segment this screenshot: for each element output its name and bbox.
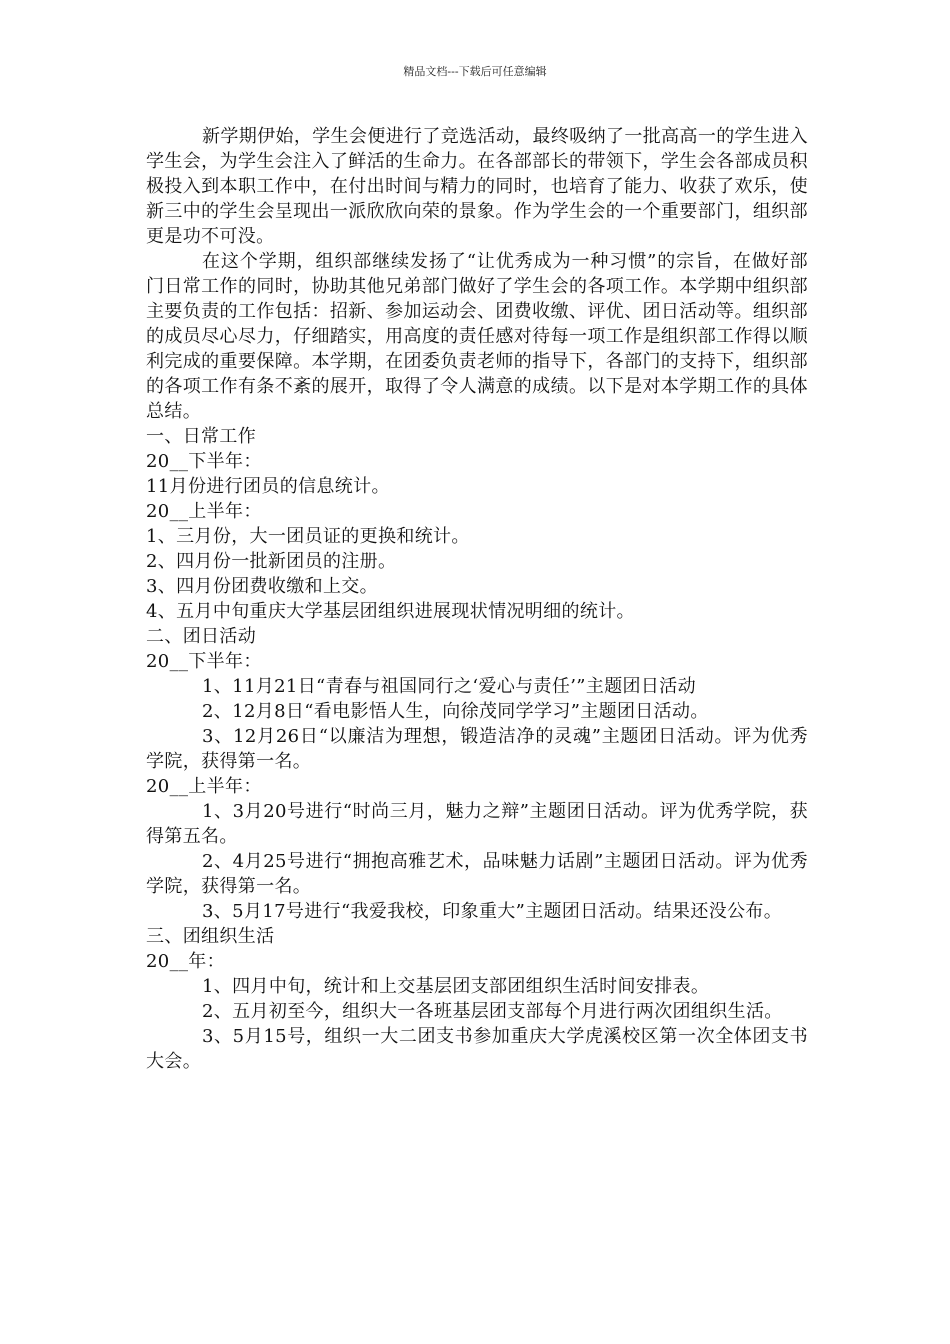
list-item: 2、五月初至今，组织大一各班基层团支部每个月进行两次团组织生活。 [202, 1001, 783, 1022]
document-body [146, 124, 808, 1074]
period-label: 20__年： [146, 951, 226, 972]
list-item: 2、12月8日“看电影悟人生，向徐茂同学学习”主题团日活动。 [202, 701, 709, 722]
period-label: 20__上半年： [146, 776, 262, 797]
paragraph-semester-summary: 在这个学期，组织部继续发扬了“让优秀成为一种习惯”的宗旨，在做好部门日常工作的同时，协助其他兄弟部门做好了学生会的各项工作。本学期中组织部主要负责的工作包括：招新、参加运动会、团费收缴、评优、团日活动等。组织部的成员尽心尽力，仔细踏实，用高度的责任感对待每一项工作是组织部工作得以顺利完成的重要保障。本学期，在团委负责老师的指导下，各部门的支持下，组织部的各项工作有条不紊的展开，取得了令人满意的成绩。以下是对本学期工作的具体总结。 [146, 251, 808, 422]
list-item: 2、4月25号进行“拥抱高雅艺术，品味魅力话剧”主题团日活动。评为优秀学院，获得第一名。 [146, 851, 808, 897]
list-item: 3、四月份团费收缴和上交。 [146, 576, 379, 597]
period-label: 20__下半年： [146, 451, 262, 472]
list-item: 3、5月17号进行“我爱我校，印象重大”主题团日活动。结果还没公布。 [202, 901, 783, 922]
section-heading-org-life: 三、团组织生活 [146, 926, 275, 947]
period-label: 20__下半年： [146, 651, 262, 672]
list-item: 1、三月份，大一团员证的更换和统计。 [146, 526, 470, 547]
list-item: 11月份进行团员的信息统计。 [146, 476, 390, 497]
period-label: 20__上半年： [146, 501, 262, 522]
list-item: 1、四月中旬，统计和上交基层团支部团组织生活时间安排表。 [202, 976, 710, 997]
paragraph-intro: 新学期伊始，学生会便进行了竞选活动，最终吸纳了一批高高一的学生进入学生会，为学生会注入了鲜活的生命力。在各部部长的带领下，学生会各部成员积极投入到本职工作中，在付出时间与精力的同时，也培育了能力、收获了欢乐，使新三中的学生会呈现出一派欣欣向荣的景象。作为学生会的一个重要部门，组织部更是功不可没。 [146, 126, 808, 247]
section-heading-league-day: 二、团日活动 [146, 626, 257, 647]
page-header: 精品文档---下载后可任意编辑 [403, 65, 547, 78]
list-item: 3、5月15号，组织一大二团支书参加重庆大学虎溪校区第一次全体团支书大会。 [146, 1026, 808, 1072]
list-item: 1、3月20号进行“时尚三月，魅力之辩”主题团日活动。评为优秀学院，获得第五名。 [146, 801, 808, 847]
list-item: 4、五月中旬重庆大学基层团组织进展现状情况明细的统计。 [146, 601, 635, 622]
section-heading-daily-work: 一、日常工作 [146, 426, 257, 447]
list-item: 3、12月26日“以廉洁为理想，锻造洁净的灵魂”主题团日活动。评为优秀学院，获得第一名。 [146, 726, 808, 772]
list-item: 1、11月21日“青春与祖国同行之‘爱心与责任’”主题团日活动 [202, 676, 696, 697]
list-item: 2、四月份一批新团员的注册。 [146, 551, 397, 572]
